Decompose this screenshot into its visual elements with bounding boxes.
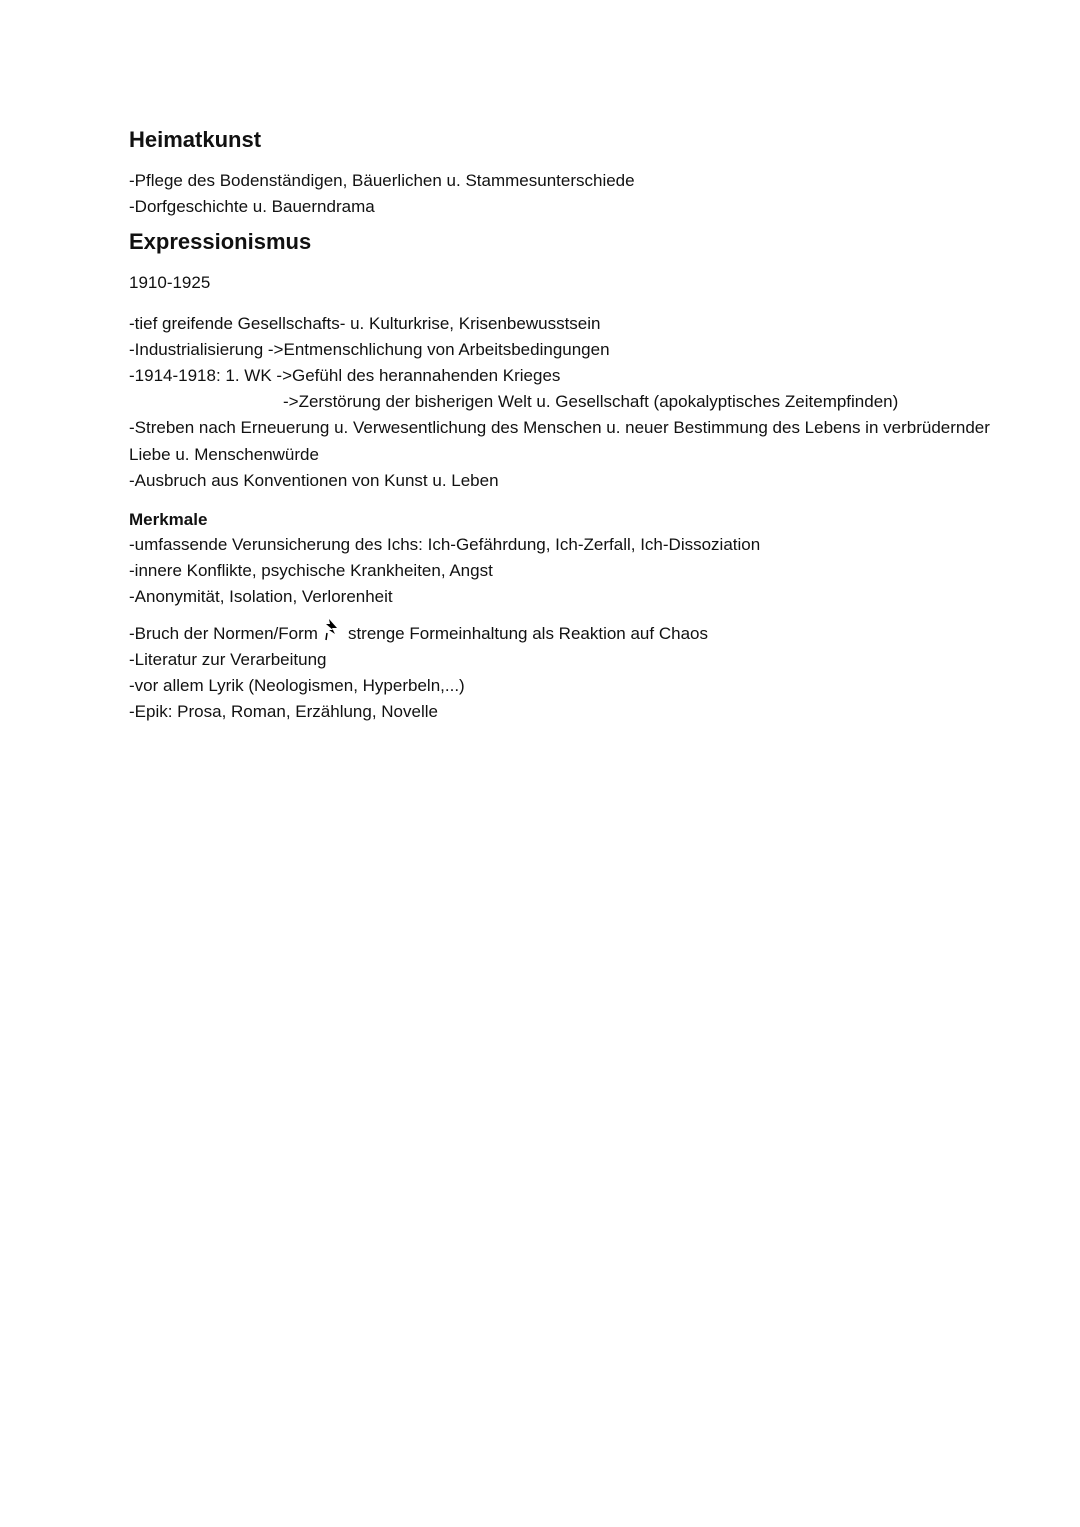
expressionismus-line-5: -Streben nach Erneuerung u. Verwesentlichung des Menschen u. neuer Bestimmung des Lebens in verbrüdernder Liebe u. Menschenwürde [129, 418, 990, 464]
heimatkunst-line-2: -Dorfgeschichte u. Bauerndrama [129, 197, 375, 217]
merkmale-line-2: -innere Konflikte, psychische Krankheiten, Angst [129, 561, 493, 581]
merkmale-line-1: -umfassende Verunsicherung des Ichs: Ich-Gefährdung, Ich-Zerfall, Ich-Dissoziation [129, 535, 761, 555]
heimatkunst-line-1: -Pflege des Bodenständigen, Bäuerlichen u. Stammesunterschiede [129, 171, 635, 190]
merkmale-line-4: -Literatur zur Verarbeitung [129, 649, 327, 669]
heading-heimatkunst: Heimatkunst [129, 127, 262, 152]
merkmale-line-3: -Anonymität, Isolation, Verlorenheit [129, 587, 393, 607]
heading-merkmale: Merkmale [129, 510, 208, 530]
expressionismus-line-6: -Ausbruch aus Konventionen von Kunst u. Leben [129, 470, 499, 490]
lightning-bolt-icon [324, 619, 338, 641]
heading-expressionismus: Expressionismus [129, 229, 312, 255]
expressionismus-line-4: ->Zerstörung der bisherigen Welt u. Gesellschaft (apokalyptisches Zeitempfinden) [283, 392, 899, 412]
merkmale-contrast-line [129, 619, 1029, 647]
expressionismus-line-3: -1914-1918: 1. WK ->Gefühl des herannahenden Krieges [129, 366, 561, 386]
contrast-right-text: strenge Formeinhaltung als Reaktion auf Chaos [347, 623, 708, 643]
expressionismus-line-2: -Industrialisierung ->Entmenschlichung von Arbeitsbedingungen [129, 339, 610, 359]
document-page [129, 126, 1029, 725]
merkmale-line-6: -Epik: Prosa, Roman, Erzählung, Novelle [129, 702, 438, 722]
expressionismus-period: 1910-1925 [129, 273, 211, 293]
merkmale-line-5: -vor allem Lyrik (Neologismen, Hyperbeln,...) [129, 676, 465, 696]
contrast-left-text: -Bruch der Normen/Form [129, 623, 318, 643]
expressionismus-line-1: -tief greifende Gesellschafts- u. Kulturkrise, Krisenbewusstsein [129, 313, 601, 333]
